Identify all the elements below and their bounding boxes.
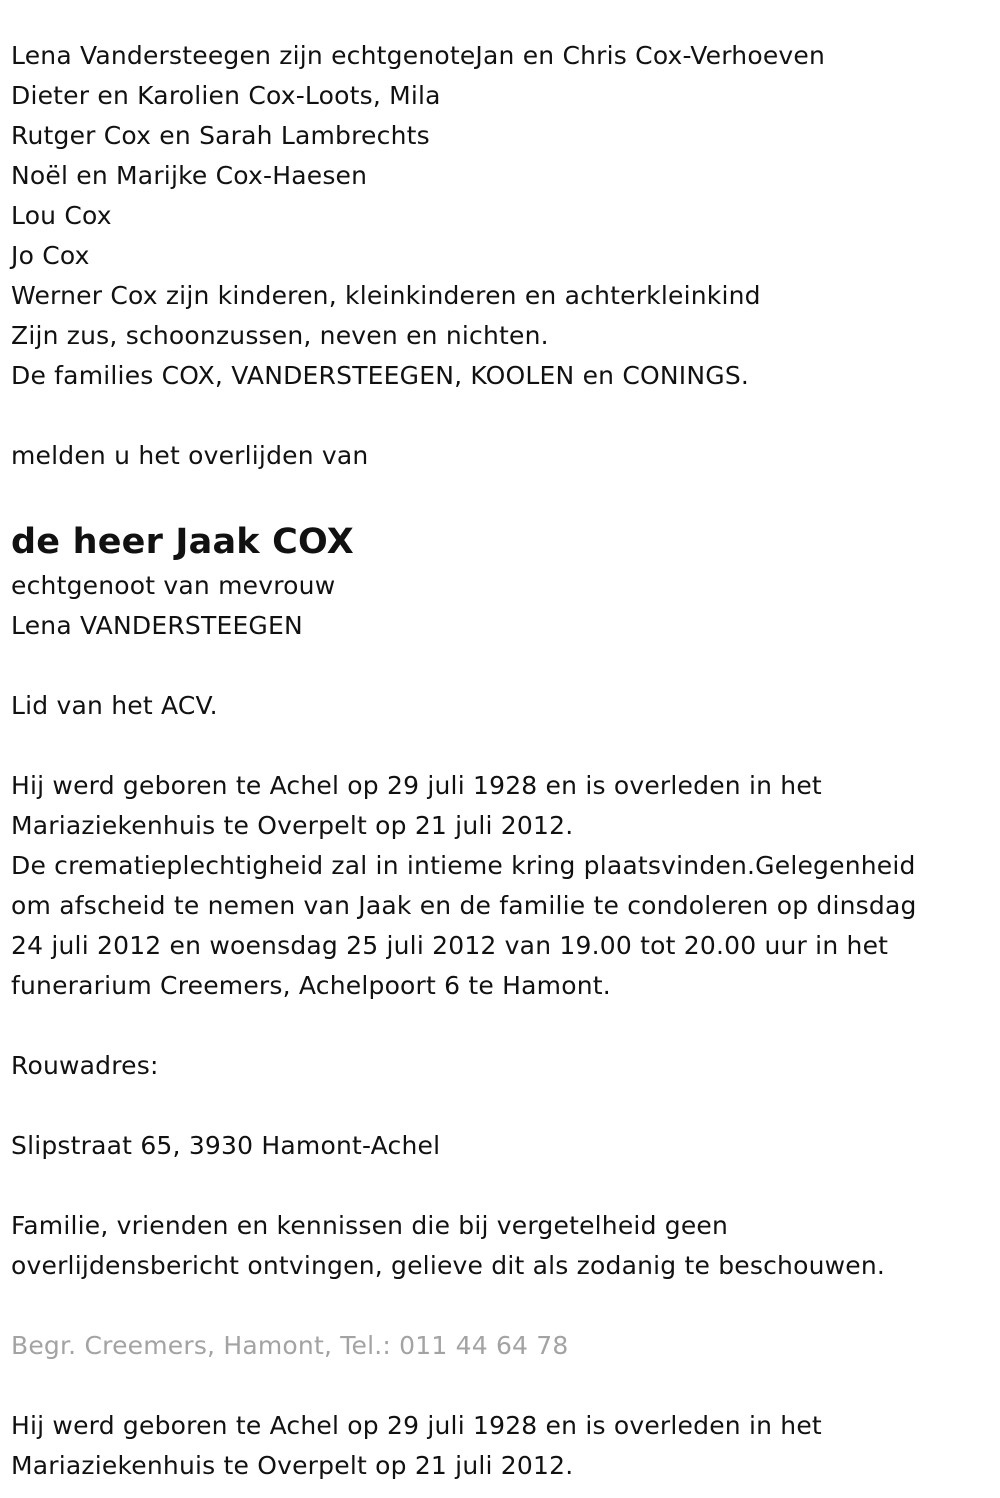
spacer	[11, 476, 986, 516]
announcement-text: melden u het overlijden van	[11, 441, 369, 470]
birth-death-paragraph	[11, 766, 986, 846]
family-line: Noël en Marijke Cox-Haesen	[11, 161, 368, 190]
notice-paragraph	[11, 1206, 986, 1286]
membership-text: Lid van het ACV.	[11, 691, 218, 720]
family-line: Lena Vandersteegen zijn echtgenoteJan en Chris Cox-Verhoeven	[11, 41, 826, 70]
paragraph-line: funerarium Creemers, Achelpoort 6 te Hamont.	[11, 971, 611, 1000]
spacer	[11, 1366, 986, 1406]
ceremony-paragraph	[11, 846, 986, 1006]
family-list	[11, 36, 986, 396]
spacer	[11, 1006, 986, 1046]
address-label: Rouwadres:	[11, 1051, 159, 1080]
family-line: Zijn zus, schoonzussen, neven en nichten.	[11, 321, 549, 350]
paragraph-line: Mariaziekenhuis te Overpelt op 21 juli 2012.	[11, 1451, 574, 1480]
family-line: Dieter en Karolien Cox-Loots, Mila	[11, 81, 441, 110]
deceased-name: de heer Jaak COX	[11, 522, 354, 562]
undertaker-info: Begr. Creemers, Hamont, Tel.: 011 44 64 78	[11, 1331, 569, 1360]
obituary-document	[11, 36, 986, 1486]
family-line: De families COX, VANDERSTEEGEN, KOOLEN en CONINGS.	[11, 361, 750, 390]
spacer	[11, 1286, 986, 1326]
spouse-line: echtgenoot van mevrouw	[11, 571, 336, 600]
family-line: Werner Cox zijn kinderen, kleinkinderen en achterkleinkind	[11, 281, 761, 310]
birth-death-paragraph-repeat	[11, 1406, 986, 1486]
paragraph-line: Hij werd geboren te Achel op 29 juli 1928 en is overleden in het	[11, 771, 822, 800]
family-line: Rutger Cox en Sarah Lambrechts	[11, 121, 430, 150]
paragraph-line: Mariaziekenhuis te Overpelt op 21 juli 2012.	[11, 811, 574, 840]
paragraph-line: Hij werd geboren te Achel op 29 juli 1928 en is overleden in het	[11, 1411, 822, 1440]
spacer	[11, 646, 986, 686]
spacer	[11, 1086, 986, 1126]
paragraph-line: De crematieplechtigheid zal in intieme kring plaatsvinden.Gelegenheid	[11, 851, 916, 880]
spacer	[11, 1166, 986, 1206]
address-value: Slipstraat 65, 3930 Hamont-Achel	[11, 1131, 441, 1160]
spacer	[11, 726, 986, 766]
paragraph-line: om afscheid te nemen van Jaak en de familie te condoleren op dinsdag	[11, 891, 917, 920]
family-line: Lou Cox	[11, 201, 112, 230]
spacer	[11, 396, 986, 436]
paragraph-line: Familie, vrienden en kennissen die bij vergetelheid geen	[11, 1211, 729, 1240]
paragraph-line: overlijdensbericht ontvingen, gelieve dit als zodanig te beschouwen.	[11, 1251, 886, 1280]
paragraph-line: 24 juli 2012 en woensdag 25 juli 2012 van 19.00 tot 20.00 uur in het	[11, 931, 889, 960]
family-line: Jo Cox	[11, 241, 90, 270]
spouse-name: Lena VANDERSTEEGEN	[11, 611, 303, 640]
